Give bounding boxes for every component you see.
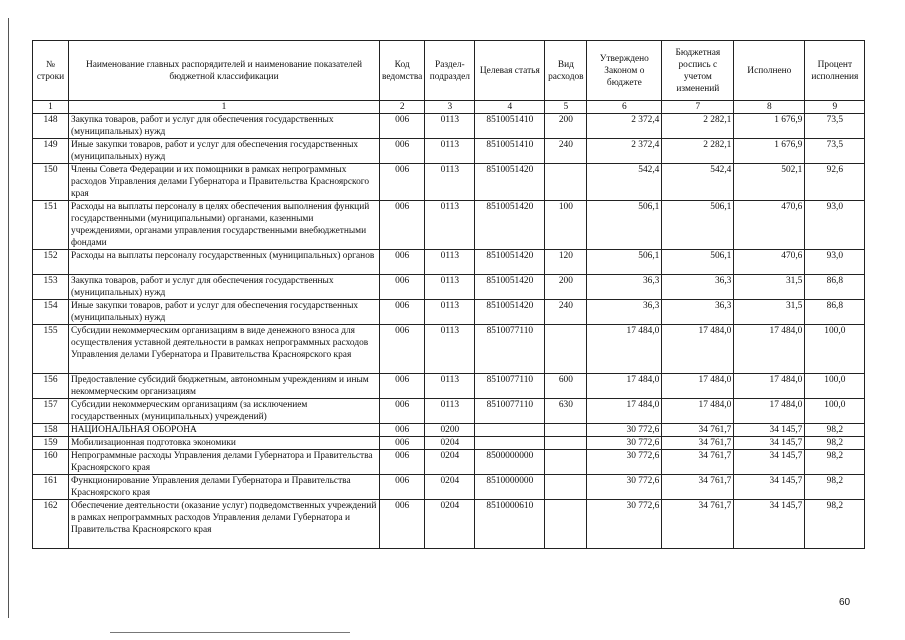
row-target-article: 8510000000 bbox=[475, 475, 545, 500]
row-name: Обеспечение деятельности (оказание услуг) подведомственных учреждений в рамках непрограммных расходов Управления делами Губернатора и Правительства Красноярского края bbox=[69, 500, 380, 549]
row-target-article: 8510051420 bbox=[475, 275, 545, 300]
row-expense-type: 200 bbox=[545, 275, 587, 300]
row-executed: 17 484,0 bbox=[734, 399, 805, 424]
row-dept-code: 006 bbox=[380, 139, 425, 164]
header-row-number: № строки bbox=[33, 41, 69, 101]
row-target-article: 8510051420 bbox=[475, 164, 545, 201]
column-number: 9 bbox=[805, 101, 865, 114]
row-approved: 36,3 bbox=[587, 275, 662, 300]
row-dept-code: 006 bbox=[380, 250, 425, 275]
row-expense-type: 100 bbox=[545, 201, 587, 250]
row-expense-type bbox=[545, 475, 587, 500]
table-row bbox=[33, 300, 865, 325]
row-schedule: 34 761,7 bbox=[662, 450, 734, 475]
table-row bbox=[33, 399, 865, 424]
row-section: 0204 bbox=[425, 437, 475, 450]
row-executed: 34 145,7 bbox=[734, 475, 805, 500]
row-executed: 17 484,0 bbox=[734, 325, 805, 374]
row-expense-type bbox=[545, 437, 587, 450]
table-body bbox=[33, 114, 865, 549]
row-number: 159 bbox=[33, 437, 69, 450]
row-name: Члены Совета Федерации и их помощники в рамках непрограммных расходов Управления делами Губернатора и Правительства Красноярского края bbox=[69, 164, 380, 201]
row-dept-code: 006 bbox=[380, 450, 425, 475]
table-row bbox=[33, 201, 865, 250]
row-number: 153 bbox=[33, 275, 69, 300]
row-approved: 542,4 bbox=[587, 164, 662, 201]
row-approved: 2 372,4 bbox=[587, 139, 662, 164]
table-row bbox=[33, 424, 865, 437]
row-expense-type: 120 bbox=[545, 250, 587, 275]
table-row bbox=[33, 374, 865, 399]
row-name: Расходы на выплаты персоналу в целях обеспечения выполнения функций государственными (муниципальными) органами, казенными учреждениями, органами управления государственными внебюджетными фондами bbox=[69, 201, 380, 250]
row-expense-type bbox=[545, 164, 587, 201]
header-schedule: Бюджетная роспись с учетом изменений bbox=[662, 41, 734, 101]
row-target-article: 8510077110 bbox=[475, 325, 545, 374]
row-percent: 73,5 bbox=[805, 139, 865, 164]
row-section: 0113 bbox=[425, 399, 475, 424]
row-name: Субсидии некоммерческим организациям в виде денежного взноса для осуществления уставной деятельности в рамках непрограммных расходов Управления делами Губернатора и Правительства Красноярского края bbox=[69, 325, 380, 374]
row-schedule: 17 484,0 bbox=[662, 399, 734, 424]
row-executed: 31,5 bbox=[734, 300, 805, 325]
row-name: Иные закупки товаров, работ и услуг для обеспечения государственных (муниципальных) нужд bbox=[69, 300, 380, 325]
row-percent: 93,0 bbox=[805, 201, 865, 250]
row-section: 0113 bbox=[425, 201, 475, 250]
row-section: 0204 bbox=[425, 500, 475, 549]
row-expense-type bbox=[545, 450, 587, 475]
row-executed: 31,5 bbox=[734, 275, 805, 300]
budget-table bbox=[32, 40, 865, 549]
column-number: 1 bbox=[69, 101, 380, 114]
row-percent: 92,6 bbox=[805, 164, 865, 201]
row-name: Закупка товаров, работ и услуг для обеспечения государственных (муниципальных) нужд bbox=[69, 114, 380, 139]
row-approved: 30 772,6 bbox=[587, 450, 662, 475]
row-section: 0204 bbox=[425, 475, 475, 500]
row-approved: 30 772,6 bbox=[587, 437, 662, 450]
row-name: Субсидии некоммерческим организациям (за исключением государственных (муниципальных) учреждений) bbox=[69, 399, 380, 424]
row-executed: 34 145,7 bbox=[734, 437, 805, 450]
row-dept-code: 006 bbox=[380, 300, 425, 325]
header-section: Раздел-подраздел bbox=[425, 41, 475, 101]
row-percent: 86,8 bbox=[805, 300, 865, 325]
row-number: 160 bbox=[33, 450, 69, 475]
row-name: Непрограммные расходы Управления делами Губернатора и Правительства Красноярского края bbox=[69, 450, 380, 475]
column-number: 2 bbox=[380, 101, 425, 114]
row-percent: 86,8 bbox=[805, 275, 865, 300]
row-dept-code: 006 bbox=[380, 164, 425, 201]
row-approved: 2 372,4 bbox=[587, 114, 662, 139]
row-schedule: 506,1 bbox=[662, 250, 734, 275]
footer-divider bbox=[110, 632, 350, 633]
binder-edge-line bbox=[8, 18, 9, 618]
table-row bbox=[33, 500, 865, 549]
row-expense-type bbox=[545, 325, 587, 374]
row-expense-type: 600 bbox=[545, 374, 587, 399]
header-approved: Утверждено Законом о бюджете bbox=[587, 41, 662, 101]
row-section: 0113 bbox=[425, 164, 475, 201]
column-number: 8 bbox=[734, 101, 805, 114]
row-number: 157 bbox=[33, 399, 69, 424]
row-name: НАЦИОНАЛЬНАЯ ОБОРОНА bbox=[69, 424, 380, 437]
row-number: 156 bbox=[33, 374, 69, 399]
row-schedule: 34 761,7 bbox=[662, 475, 734, 500]
row-name: Закупка товаров, работ и услуг для обеспечения государственных (муниципальных) нужд bbox=[69, 275, 380, 300]
row-section: 0113 bbox=[425, 275, 475, 300]
header-percent: Процент исполнения bbox=[805, 41, 865, 101]
column-number: 7 bbox=[662, 101, 734, 114]
row-schedule: 34 761,7 bbox=[662, 424, 734, 437]
row-target-article bbox=[475, 437, 545, 450]
row-name: Иные закупки товаров, работ и услуг для обеспечения государственных (муниципальных) нужд bbox=[69, 139, 380, 164]
row-number: 162 bbox=[33, 500, 69, 549]
row-executed: 17 484,0 bbox=[734, 374, 805, 399]
row-target-article: 8500000000 bbox=[475, 450, 545, 475]
row-target-article: 8510077110 bbox=[475, 399, 545, 424]
row-executed: 470,6 bbox=[734, 201, 805, 250]
row-target-article: 8510051420 bbox=[475, 300, 545, 325]
row-number: 152 bbox=[33, 250, 69, 275]
row-dept-code: 006 bbox=[380, 201, 425, 250]
header-dept-code: Код ведомства bbox=[380, 41, 425, 101]
column-number: 6 bbox=[587, 101, 662, 114]
column-number: 3 bbox=[425, 101, 475, 114]
row-dept-code: 006 bbox=[380, 437, 425, 450]
row-schedule: 542,4 bbox=[662, 164, 734, 201]
row-percent: 98,2 bbox=[805, 450, 865, 475]
column-number: 1 bbox=[33, 101, 69, 114]
table-row bbox=[33, 437, 865, 450]
row-target-article bbox=[475, 424, 545, 437]
row-target-article: 8510051420 bbox=[475, 250, 545, 275]
row-approved: 17 484,0 bbox=[587, 325, 662, 374]
row-target-article: 8510051410 bbox=[475, 114, 545, 139]
row-dept-code: 006 bbox=[380, 325, 425, 374]
row-executed: 34 145,7 bbox=[734, 450, 805, 475]
table-row bbox=[33, 325, 865, 374]
row-section: 0113 bbox=[425, 374, 475, 399]
row-schedule: 34 761,7 bbox=[662, 500, 734, 549]
row-executed: 1 676,9 bbox=[734, 114, 805, 139]
row-section: 0113 bbox=[425, 139, 475, 164]
row-approved: 506,1 bbox=[587, 201, 662, 250]
row-target-article: 8510077110 bbox=[475, 374, 545, 399]
row-dept-code: 006 bbox=[380, 114, 425, 139]
row-schedule: 17 484,0 bbox=[662, 325, 734, 374]
header-executed: Исполнено bbox=[734, 41, 805, 101]
row-approved: 17 484,0 bbox=[587, 374, 662, 399]
row-name: Мобилизационная подготовка экономики bbox=[69, 437, 380, 450]
row-percent: 98,2 bbox=[805, 500, 865, 549]
row-expense-type bbox=[545, 424, 587, 437]
row-target-article: 8510051420 bbox=[475, 201, 545, 250]
table-row bbox=[33, 275, 865, 300]
row-executed: 1 676,9 bbox=[734, 139, 805, 164]
row-percent: 98,2 bbox=[805, 475, 865, 500]
column-number-row bbox=[33, 101, 865, 114]
table-row bbox=[33, 450, 865, 475]
column-number: 4 bbox=[475, 101, 545, 114]
row-dept-code: 006 bbox=[380, 399, 425, 424]
row-target-article: 8510051410 bbox=[475, 139, 545, 164]
table-row bbox=[33, 139, 865, 164]
row-approved: 36,3 bbox=[587, 300, 662, 325]
row-expense-type: 240 bbox=[545, 139, 587, 164]
row-number: 151 bbox=[33, 201, 69, 250]
row-dept-code: 006 bbox=[380, 424, 425, 437]
row-name: Функционирование Управления делами Губернатора и Правительства Красноярского края bbox=[69, 475, 380, 500]
row-section: 0200 bbox=[425, 424, 475, 437]
row-percent: 73,5 bbox=[805, 114, 865, 139]
row-schedule: 34 761,7 bbox=[662, 437, 734, 450]
row-dept-code: 006 bbox=[380, 475, 425, 500]
row-number: 150 bbox=[33, 164, 69, 201]
row-section: 0113 bbox=[425, 300, 475, 325]
row-target-article: 8510000610 bbox=[475, 500, 545, 549]
row-approved: 30 772,6 bbox=[587, 500, 662, 549]
row-approved: 506,1 bbox=[587, 250, 662, 275]
row-executed: 470,6 bbox=[734, 250, 805, 275]
row-approved: 30 772,6 bbox=[587, 424, 662, 437]
table-row bbox=[33, 114, 865, 139]
row-number: 148 bbox=[33, 114, 69, 139]
row-expense-type bbox=[545, 500, 587, 549]
header-expense-type: Вид расходов bbox=[545, 41, 587, 101]
row-section: 0113 bbox=[425, 250, 475, 275]
row-expense-type: 240 bbox=[545, 300, 587, 325]
row-schedule: 36,3 bbox=[662, 300, 734, 325]
row-percent: 93,0 bbox=[805, 250, 865, 275]
row-section: 0113 bbox=[425, 325, 475, 374]
row-executed: 502,1 bbox=[734, 164, 805, 201]
row-percent: 100,0 bbox=[805, 325, 865, 374]
row-percent: 98,2 bbox=[805, 424, 865, 437]
row-number: 158 bbox=[33, 424, 69, 437]
row-schedule: 17 484,0 bbox=[662, 374, 734, 399]
row-approved: 17 484,0 bbox=[587, 399, 662, 424]
row-executed: 34 145,7 bbox=[734, 500, 805, 549]
row-section: 0204 bbox=[425, 450, 475, 475]
row-name: Расходы на выплаты персоналу государственных (муниципальных) органов bbox=[69, 250, 380, 275]
row-number: 149 bbox=[33, 139, 69, 164]
row-percent: 98,2 bbox=[805, 437, 865, 450]
row-expense-type: 630 bbox=[545, 399, 587, 424]
table-row bbox=[33, 475, 865, 500]
row-approved: 30 772,6 bbox=[587, 475, 662, 500]
table-header-row bbox=[33, 41, 865, 101]
row-expense-type: 200 bbox=[545, 114, 587, 139]
page-number: 60 bbox=[839, 597, 851, 608]
row-number: 154 bbox=[33, 300, 69, 325]
row-dept-code: 006 bbox=[380, 500, 425, 549]
row-percent: 100,0 bbox=[805, 399, 865, 424]
column-number: 5 bbox=[545, 101, 587, 114]
table-row bbox=[33, 250, 865, 275]
row-percent: 100,0 bbox=[805, 374, 865, 399]
row-schedule: 2 282,1 bbox=[662, 114, 734, 139]
row-executed: 34 145,7 bbox=[734, 424, 805, 437]
row-name: Предоставление субсидий бюджетным, автономным учреждениям и иным некоммерческим организациям bbox=[69, 374, 380, 399]
row-schedule: 506,1 bbox=[662, 201, 734, 250]
row-dept-code: 006 bbox=[380, 374, 425, 399]
row-section: 0113 bbox=[425, 114, 475, 139]
row-schedule: 2 282,1 bbox=[662, 139, 734, 164]
row-number: 155 bbox=[33, 325, 69, 374]
header-target-article: Целевая статья bbox=[475, 41, 545, 101]
header-name: Наименование главных распорядителей и наименование показателей бюджетной классификации bbox=[69, 41, 380, 101]
row-schedule: 36,3 bbox=[662, 275, 734, 300]
table-row bbox=[33, 164, 865, 201]
row-number: 161 bbox=[33, 475, 69, 500]
row-dept-code: 006 bbox=[380, 275, 425, 300]
